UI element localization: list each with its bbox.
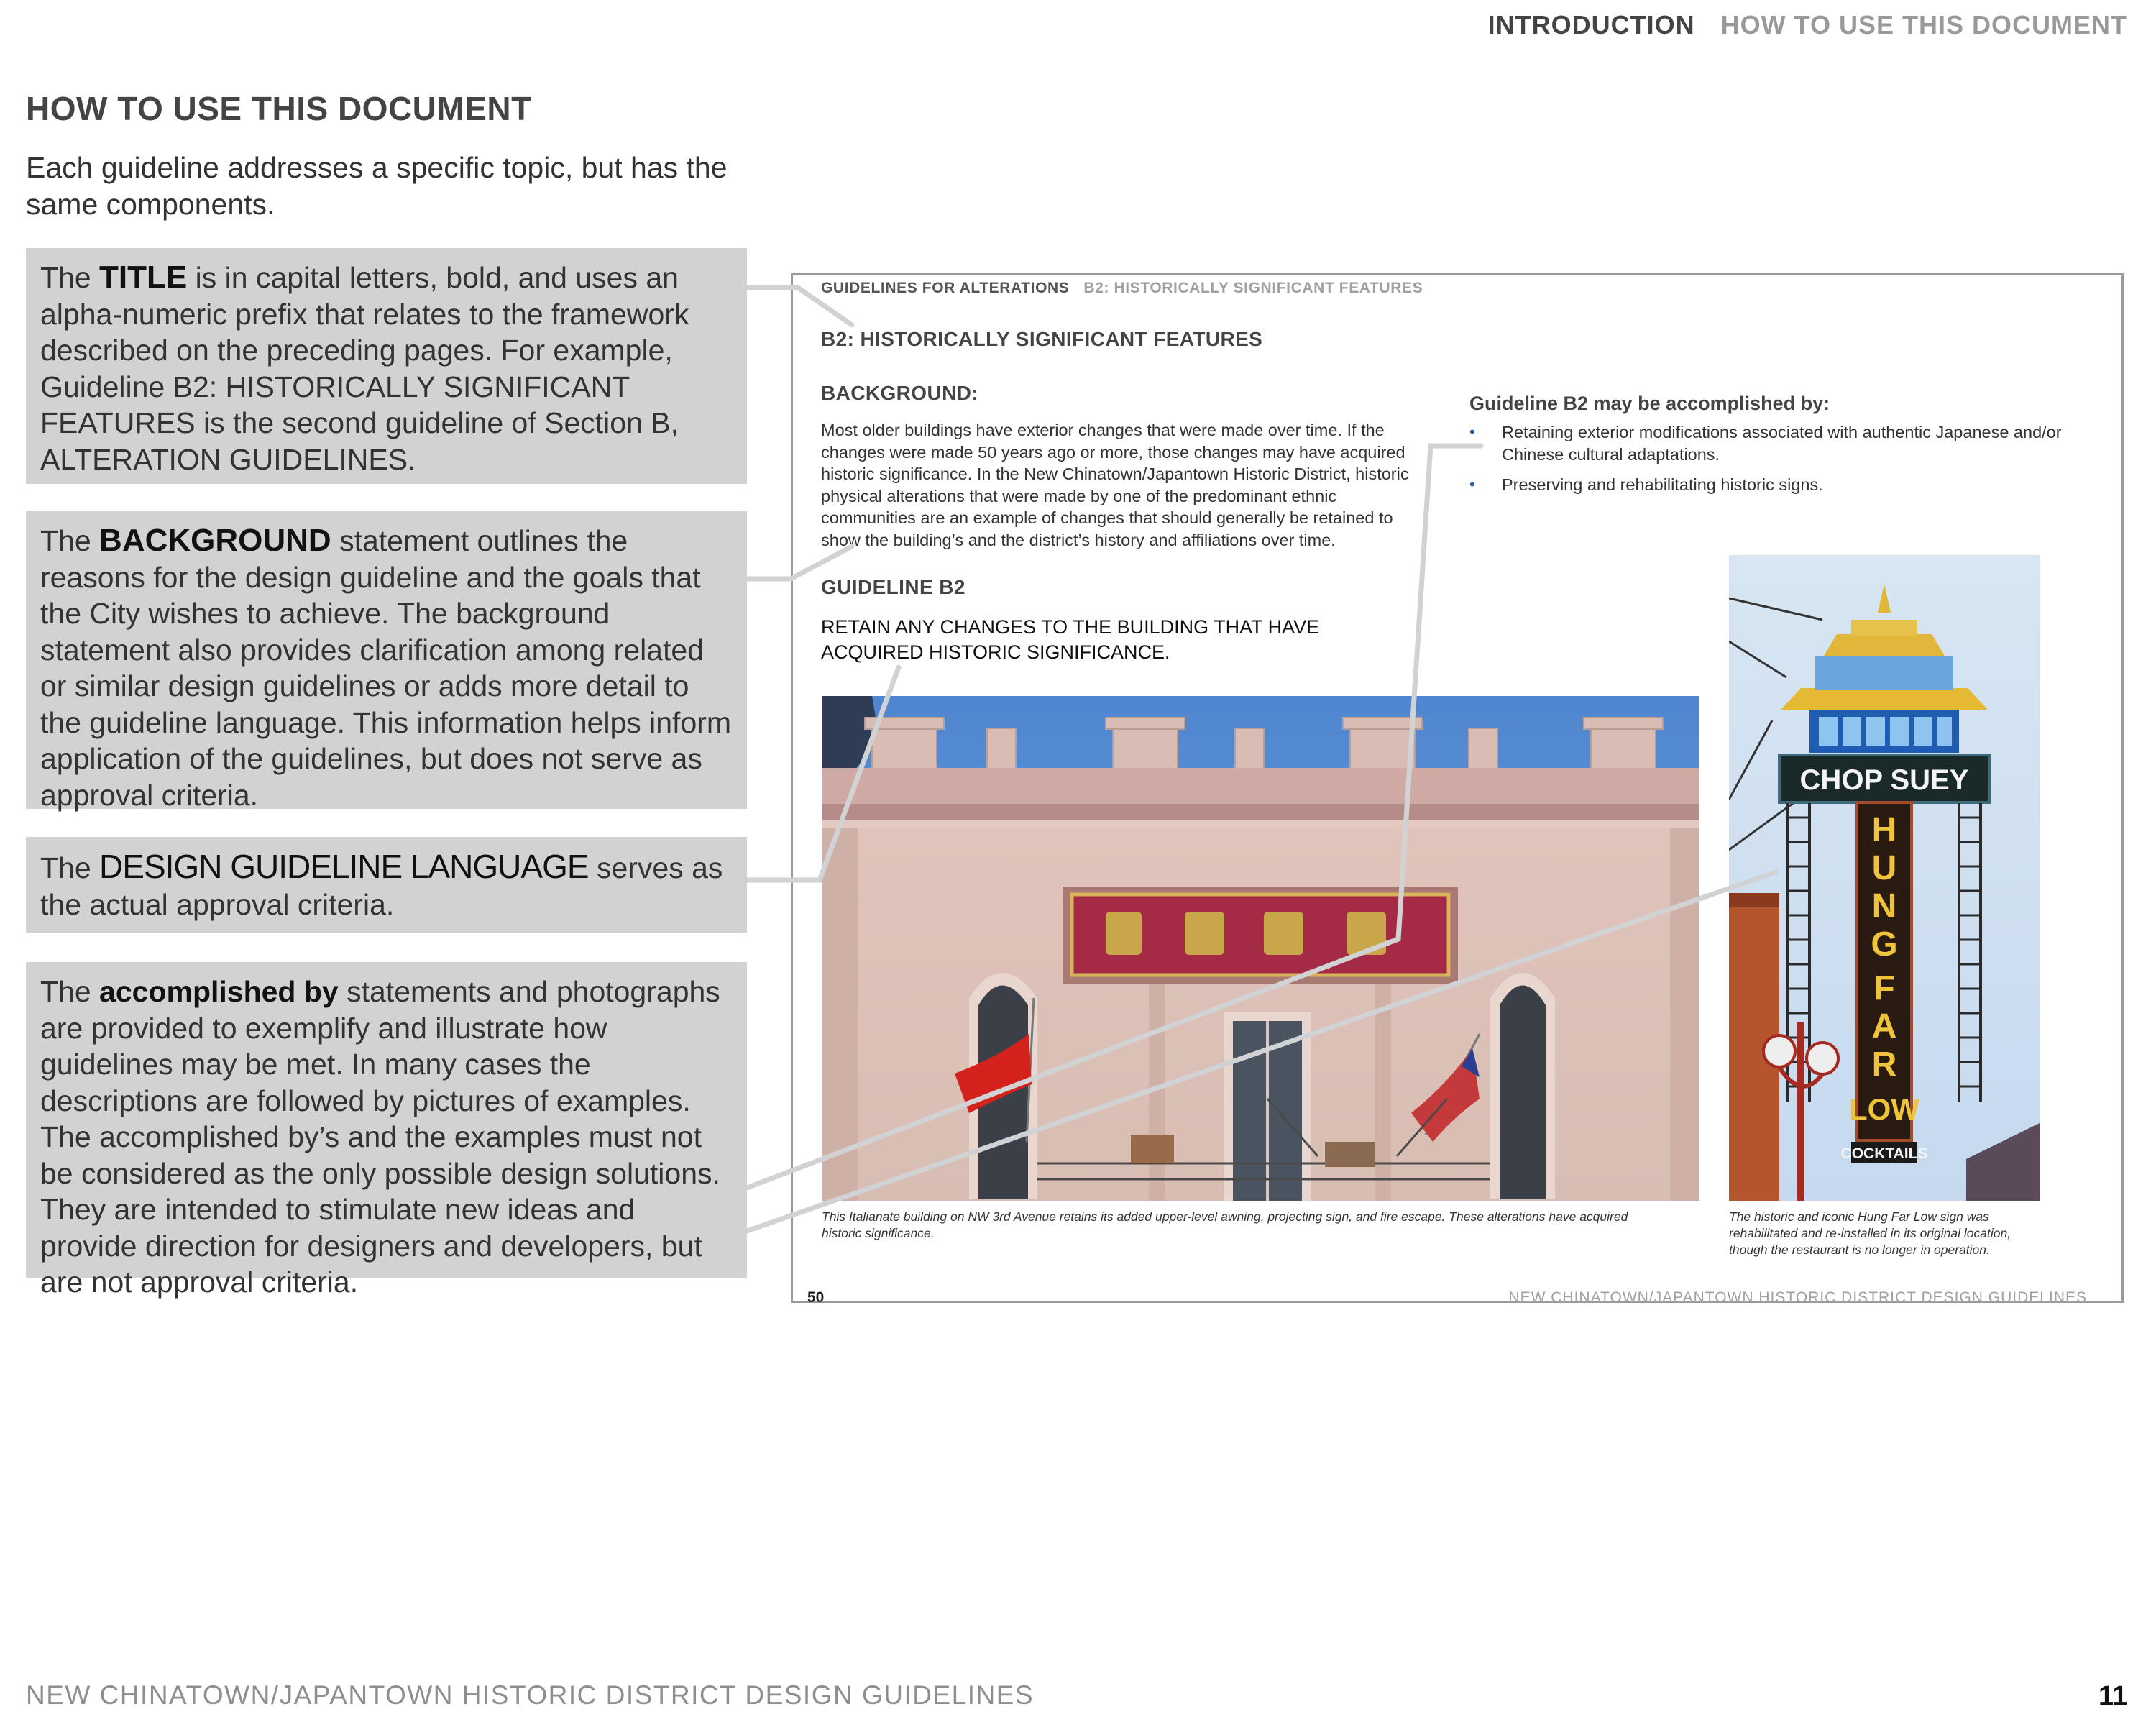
- example-guideline-heading: GUIDELINE B2: [821, 576, 965, 598]
- sign-letter-n: N: [1871, 887, 1897, 925]
- accomplished-by-explanation-box: [26, 962, 747, 1299]
- sign-letter-f: F: [1873, 969, 1895, 1007]
- sign-letter-h: H: [1871, 811, 1897, 849]
- title-explanation-box: [26, 248, 747, 484]
- sign-letter-r: R: [1871, 1045, 1897, 1084]
- example-page-header: [821, 280, 1423, 297]
- example-header-subsection: B2: HISTORICALLY SIGNIFICANT FEATURES: [1083, 280, 1423, 296]
- running-header: [1488, 10, 2127, 40]
- example-accomplished-heading: Guideline B2 may be accomplished by:: [1469, 393, 1830, 414]
- language-box-text: serves as the actual approval criteria.: [40, 851, 723, 921]
- background-box-prefix: The: [40, 524, 100, 557]
- sign-letter-a: A: [1871, 1007, 1897, 1045]
- sign-cocktails: COCKTAILS: [1840, 1145, 1928, 1162]
- document-footer: NEW CHINATOWN/JAPANTOWN HISTORIC DISTRICT DESIGN GUIDELINES: [26, 1680, 1035, 1710]
- accomplished-item: • Preserving and rehabilitating historic signs.: [1469, 474, 2095, 496]
- sign-letter-u: U: [1871, 849, 1897, 887]
- background-box-keyword: BACKGROUND: [99, 523, 331, 558]
- intro-paragraph: Each guideline addresses a specific topic, but has the same components.: [26, 151, 728, 221]
- title-box-keyword: TITLE: [99, 260, 188, 295]
- accomplished-box-keyword: accomplished by: [99, 975, 339, 1008]
- language-box-prefix: The: [40, 851, 100, 884]
- background-explanation-box: [26, 511, 747, 812]
- example-page-number: 50: [807, 1289, 825, 1306]
- sign-letter-g: G: [1871, 925, 1898, 963]
- running-header-section: INTRODUCTION: [1487, 10, 1695, 40]
- sign-chop-suey: CHOP SUEY: [1799, 764, 1969, 796]
- guideline-language-explanation-box: [26, 837, 747, 933]
- hung-far-low-sign-photo: [1729, 555, 2040, 1201]
- accomplished-item: • Retaining exterior modifications associated with authentic Japanese and/or Chinese cultural adaptations.: [1469, 421, 2095, 465]
- page-number: 11: [2098, 1681, 2128, 1711]
- italianate-building-photo: [822, 696, 1699, 1201]
- example-background-text: Most older buildings have exterior changes that were made over time. If the changes were made 50 years ago or more, those changes may have acquired historic significance. In the New Chinatown/Japantown Historic District, historic physical alterations that were made by one of the predominant ethnic communities are an example of changes that should generally be retained to show the building’s and the district’s history and affiliations over time.: [821, 421, 1409, 549]
- example-accomplished-list: [1469, 421, 2095, 505]
- running-header-subsection: HOW TO USE THIS DOCUMENT: [1720, 10, 2127, 40]
- example-page-thumbnail: [791, 273, 2124, 1306]
- title-box-prefix: The: [40, 261, 100, 294]
- example-guideline-language: RETAIN ANY CHANGES TO THE BUILDING THAT HAVE ACQUIRED HISTORIC SIGNIFICANCE.: [821, 616, 1320, 663]
- sign-letters-low: LOW: [1849, 1092, 1919, 1126]
- page-title: HOW TO USE THIS DOCUMENT: [26, 90, 532, 127]
- accomplished-box-text: statements and photographs are provided to exemplify and illustrate how guidelines may be met. In many cases the descriptions are followed by pictures of examples. The accomplished by’s and the examples must not be considered as the only possible design solutions. They are intended to stimulate new ideas and provide direction for designers and developers, but are not approval criteria.: [40, 975, 720, 1299]
- example-page-footer: NEW CHINATOWN/JAPANTOWN HISTORIC DISTRICT DESIGN GUIDELINES: [1508, 1289, 2087, 1306]
- example-guideline-title: B2: HISTORICALLY SIGNIFICANT FEATURES: [821, 328, 1263, 350]
- example-header-section: GUIDELINES FOR ALTERATIONS: [821, 280, 1070, 296]
- language-box-keyword: DESIGN GUIDELINE LANGUAGE: [99, 848, 589, 885]
- example-background-heading: BACKGROUND:: [821, 382, 979, 404]
- accomplished-box-prefix: The: [40, 975, 100, 1008]
- background-box-text: statement outlines the reasons for the design guideline and the goals that the City wishes to achieve. The background statement also provides clarification among related or similar design guidelines or adds more detail to the guideline language. This information helps inform application of the guidelines, but does not serve as approval criteria.: [40, 524, 732, 812]
- title-box-text: is in capital letters, bold, and uses an alpha-numeric prefix that relates to the framework described on the preceding pages. For example, Guideline B2: HISTORICALLY SIGNIFICANT FEATURES is the second guideline of Section B, ALTERATION GUIDELINES.: [40, 261, 689, 476]
- photo1-caption: This Italianate building on NW 3rd Avenue retains its added upper-level awning, projecting sign, and fire escape. These alterations have acquired historic significance.: [822, 1209, 1628, 1240]
- photo2-caption: The historic and iconic Hung Far Low sign was rehabilitated and re-installed in its original location, though the restaurant is no longer in operation.: [1729, 1209, 2011, 1257]
